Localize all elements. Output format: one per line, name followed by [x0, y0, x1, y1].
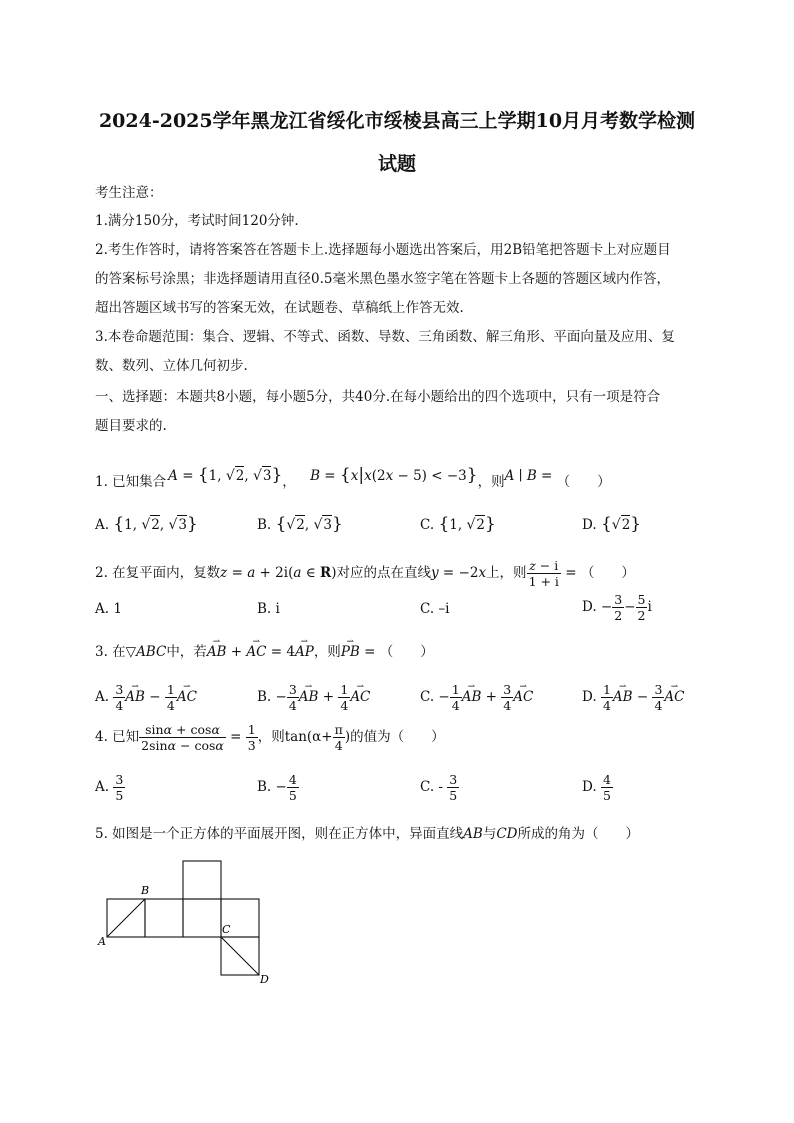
notice-heading: 考生注意： — [95, 185, 163, 201]
q3-option-b[interactable]: B. − $\frac{3}{4}$ ⇀ AB + $\frac{1}{4}$ ⇀ AC — [257, 682, 370, 713]
q4-option-c[interactable]: C. - $\frac{3}{5}$ — [420, 772, 458, 803]
cube-net-figure — [95, 855, 295, 995]
q3-option-a[interactable]: A. $\frac{3}{4}$ ⇀ AB − $\frac{1}{4}$ ⇀ AC — [95, 682, 197, 713]
notice-item: 的答案标号涂黑；非选择题请用直径0.5毫米黑色墨水签字笔在答题卡上各题的答题区域内作答， — [95, 271, 670, 287]
page-title: 2024-2025学年黑龙江省绥化市绥棱县高三上学期10月月考数学检测 — [98, 110, 696, 132]
q4-option-a[interactable]: A. $\frac{3}{5}$ — [95, 772, 124, 803]
q4-option-d[interactable]: D. $\frac{4}{5}$ — [582, 772, 611, 803]
notice-item: 2.考生作答时，请将答案答在答题卡上.选择题每小题选出答案后，用2B铅笔把答题卡上对应题目 — [95, 242, 671, 258]
notice-item: 3.本卷命题范围：集合、逻辑、不等式、函数、导数、三角函数、解三角形、平面向量及应用、复 — [95, 329, 675, 345]
q2-option-b[interactable]: B. i — [257, 601, 280, 617]
label-a: A — [98, 935, 106, 948]
net-square — [183, 899, 221, 937]
q2-option-a[interactable]: A. 1 — [95, 601, 122, 617]
net-square — [183, 861, 221, 899]
question-4: 4. 已知 $\frac{\sin\alpha + \cos\alpha}{2\sin\alpha - \cos\alpha}$ = $\frac{1}{3}$ ，则tan(α+ $\frac{\pi}{4}$ )的值为（ ） — [95, 722, 445, 753]
q2-option-d[interactable]: D. − $\frac{3}{2}$ − $\frac{5}{2}$ i — [582, 592, 652, 623]
question-3: 3. 在▽ABC中，若⇀ AB + ⇀ AC = 4⇀ AP，则⇀ PB = （ ） — [95, 643, 434, 661]
q3-option-c[interactable]: C. − $\frac{1}{4}$ ⇀ AB + $\frac{3}{4}$ ⇀ AC — [420, 682, 533, 713]
label-b: B — [141, 884, 150, 897]
page-title-cont: 试题 — [377, 153, 416, 175]
net-square — [145, 899, 183, 937]
segment-ab — [107, 899, 145, 937]
section-heading: 一、选择题：本题共8小题，每小题5分，共40分.在每小题给出的四个选项中，只有一项是符合 — [95, 389, 661, 405]
q1-option-b[interactable]: B. {√2, √3} — [257, 514, 343, 534]
q1-option-c[interactable]: C. {1, √2} — [420, 514, 496, 534]
notice-item: 数、数列、立体几何初步. — [95, 358, 248, 374]
q1-option-d[interactable]: D. {√2} — [582, 514, 642, 534]
question-5: 5. 如图是一个正方体的平面展开图，则在正方体中，异面直线AB与CD所成的角为（ ） — [95, 826, 639, 842]
label-d: D — [260, 973, 269, 986]
q3-option-d[interactable]: D. $\frac{1}{4}$ ⇀ AB − $\frac{3}{4}$ ⇀ AC — [582, 682, 685, 713]
label-c: C — [222, 923, 231, 936]
question-1: 1. 已知集合 A = {1, √2, √3}， B = {x|x(2x − 5) < −3}，则A ∣ B = （ ） — [95, 465, 611, 490]
q4-option-b[interactable]: B. − $\frac{4}{5}$ — [257, 772, 297, 803]
q1-option-a[interactable]: A. {1, √2, √3} — [95, 514, 198, 534]
segment-cd — [221, 937, 259, 975]
section-heading-cont: 题目要求的. — [95, 418, 167, 434]
q2-option-c[interactable]: C. –i — [420, 601, 450, 617]
notice-item: 1.满分150分，考试时间120分钟. — [95, 213, 299, 229]
notice-item: 超出答题区域书写的答案无效，在试题卷、草稿纸上作答无效. — [95, 300, 464, 316]
question-2: 2. 在复平面内，复数z = a + 2i(a ∈ R)对应的点在直线y = −2x上，则 $\frac{z - i}{1 + i}$ = （ ） — [95, 558, 635, 589]
